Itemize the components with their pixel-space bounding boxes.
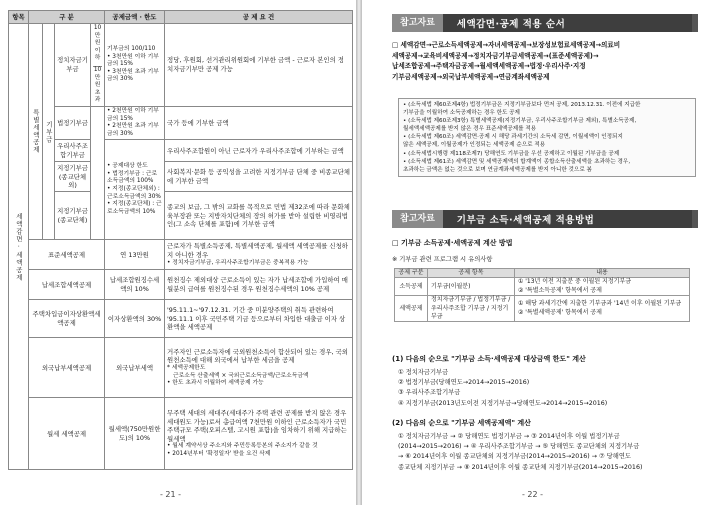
page-number: - 21 - bbox=[160, 490, 182, 499]
step-1-heading: (1) 다음의 순으로 "기부금 소득·세액공제 대상금액 한도" 계산 bbox=[392, 355, 586, 363]
section-heading: □ 기부금 소득공제·세액공제 계산 방법 bbox=[392, 239, 513, 247]
table-row: 우리사주조합기부금 • 공제대상 한도 • 법정기부금 : 근로소득금액의 100% • 지정(종교단체외) : 근로소득금액의 30% • 지정(종교단체) : 근로소득금액의 10% 우리사주조합원이 아닌 근로자가 우리사주조합에 기부하는 금액 bbox=[9, 140, 353, 162]
page-left bbox=[0, 0, 356, 505]
table-row: 외국납부세액공제 외국납부세액 거주자인 근로소득자에 국외원천소득이 합산되어 있는 경우, 국외원천소득에 대해 외국에서 납부한 세금을 공제 * 세액공제한도 근로소득 산출세액 × 국외근로소득금액/근로소득금액 • 한도 초과시 이월하여 세액공제 가능 bbox=[9, 338, 353, 398]
table-row: 지정기부금(종교단체외) 사회복지·문화 등 공익성을 고려한 지정기부금 단체 중 비종교단체에 기부한 금액 bbox=[9, 162, 353, 192]
step-2-list: ① 정치자금기부금 → ② 당해연도 법정기부금 → ③ 2014년이후 이월 법정기부금 (2014→2015→2016) → ④ 우리사주조합기부금 → ⑤ 당해연도 종교단체외 지정기부금 → ⑥ 2014년이후 이월 종교단체외 지정기부금(2014→2015→2016) → ⑦ 당해연도 종교단체 지정기부금 → ⑧ 2014년이후 이월 종교단체 지정기부금(2014→2015→2016) bbox=[398, 433, 643, 471]
order-text: □ 세액감면→근로소득세액공제→자녀세액공제→보장성보험료세액공제→의료비 세액공제→교육비세액공제→정치자금기부금세액공제→(표준세액공제)→ 납세조합공제→주택자금공제→월세액세액공제→법정·우리사주·지정 기부금세액공제→외국납부세액공제→연금계좌세액공제 bbox=[392, 41, 621, 81]
section-note: ※ 기부금 관련 프로그램 시 유의사항 bbox=[392, 256, 493, 263]
section-label: 세액감면·세액공제 bbox=[9, 24, 29, 470]
sub-group-label: 기부금 bbox=[43, 24, 55, 240]
legal-notes: • (소득세법 제60조제4항) 법정기부금은 지정기부금보다 먼저 공제, 2013.12.31. 이전에 지급한 기부금을 이월하여 소득공제하는 경우 한도 공제 • (소득세법 제60조제3항) 특별세액공제(지정기부금, 우리사주조합기부금 제외), 특별소득공제, 월세액세액공제를 받지 않은 경우 표준세액공제를 적용 • (소득세법 제60조) 세액감면·공제 시 해당 과세기간의 소득세 감면, 이월세액이 인정되지 않은 세액공제, 이월공제가 인정되는 세액공제 순으로 적용 • (소득세법시행령 제118조제7) 당해연도 기부금을 우선 공제하고 이월된 기부금을 공제 • (소득세법 제61조) 세액감면 및 세액공제액의 합계액이 종합소득산출세액을 초과하는 경우, 초과하는 금액은 없는 것으로 보며 연금계좌세액공제를 받지 아니한 것으로 봄 bbox=[398, 98, 696, 177]
table-row: 세액감면·세액공제 특별세액공제 기부금 정치자금기부금 10만원 이하 10만원 초과 기부금의 100/110 • 3천만원 이하 기부금의 15% • 3천만원 초과 기부금의 30% 정당, 후원회, 선거관리위원회에 기부한 금액 - 근로자 본인의 정치자금기부만 공제 가능 bbox=[9, 24, 353, 107]
table-row: 지정기부금(종교단체) 종교의 보급, 그 밖의 교화를 목적으로 민법 제32조에 따라 문화체육부장관 또는 지방자치단체의 장의 허가를 받아 설립한 비영리법인(그 소속 단체를 포함)에 기부한 금액 bbox=[9, 192, 353, 240]
table-row: 법정기부금 • 2천만원 이하 기부금의 15% • 2천만원 초과 기부금의 30% 국가 등에 기부한 금액 bbox=[9, 106, 353, 139]
table-header: 항목 구 분 공제금액 · 한도 공 제 요 건 bbox=[9, 11, 353, 24]
table-row: 세액공제 정치자금기부금 / 법정기부금 / 우리사주조합 기부금 / 지정기부금 ① 해당 과세기간에 지출한 기부금과 '14년 이후 이월된 기부금 ② '특별세액공제' 항목에서 공제 bbox=[395, 296, 690, 322]
step-1-list: ① 정치자금기부금 ② 법정기부금(당해연도→2014→2015→2016) ③ 우리사주조합기부금 ④ 지정기부금(2013년도이전 지정기부금→당해연도→2014→2015→2016) bbox=[398, 369, 608, 407]
page-right bbox=[362, 0, 720, 505]
reference-header-1: 참고자료 세액감면·공제 적용 순서 bbox=[392, 14, 692, 32]
group-label: 특별세액공제 bbox=[29, 24, 43, 240]
reference-header-2: 참고자료 기부금 소득·세액공제 적용방법 bbox=[392, 210, 692, 228]
table-row: 소득공제 기부금(이월분) ① '13년 이전 지출분 중 이월된 지정기부금 ② '특별소득공제' 항목에서 공제 bbox=[395, 278, 690, 296]
table-row: 납세조합세액공제 납세조합원징수세액의 10% 원천징수 제외대상 근로소득이 있는 자가 납세조합에 가입하여 매월분의 급여를 원천징수된 경우 원천징수세액의 10% 공제 bbox=[9, 270, 353, 300]
step-2-heading: (2) 다음의 순으로 "기부금 세액공제액" 계산 bbox=[392, 419, 531, 427]
donation-table bbox=[394, 268, 690, 322]
page-number: - 22 - bbox=[522, 490, 544, 499]
table-row: 표준세액공제 연 13만원 근로자가 특별소득공제, 특별세액공제, 월세액 세액공제를 신청하지 아니한 경우 • 정치자금기부금, 우리사주조합기부금은 중복적용 가능 bbox=[9, 240, 353, 270]
deduction-table bbox=[8, 10, 353, 470]
table-row: 월세 세액공제 월세액(750만원한도)의 10% 무주택 세대의 세대주(세대주가 주택 관련 공제를 받지 않은 경우 세대원도 가능)로서 총급여액 7천만원 이하인 근로소득자가 국민주택규모 주택(오피스텔, 고시원 포함)을 임차하기 위해 지급하는 월세액 • 월세 계약서상 주소지와 주민등록등본의 주소지가 같을 것 • 2014년부터 '확정일자' 받을 요건 삭제 bbox=[9, 398, 353, 470]
table-row: 주택차입금이자상환액세액공제 이자상환액의 30% '95.11.1~'97.12.31. 기간 중 미분양주택의 취득 관련하여 '95.11.1 이후 국민주택 기금 등으로부터 차입한 대출금 이자 상환액을 세액공제 bbox=[9, 300, 353, 338]
table-header: 공제 구분 공제 항목 내용 bbox=[395, 269, 690, 278]
